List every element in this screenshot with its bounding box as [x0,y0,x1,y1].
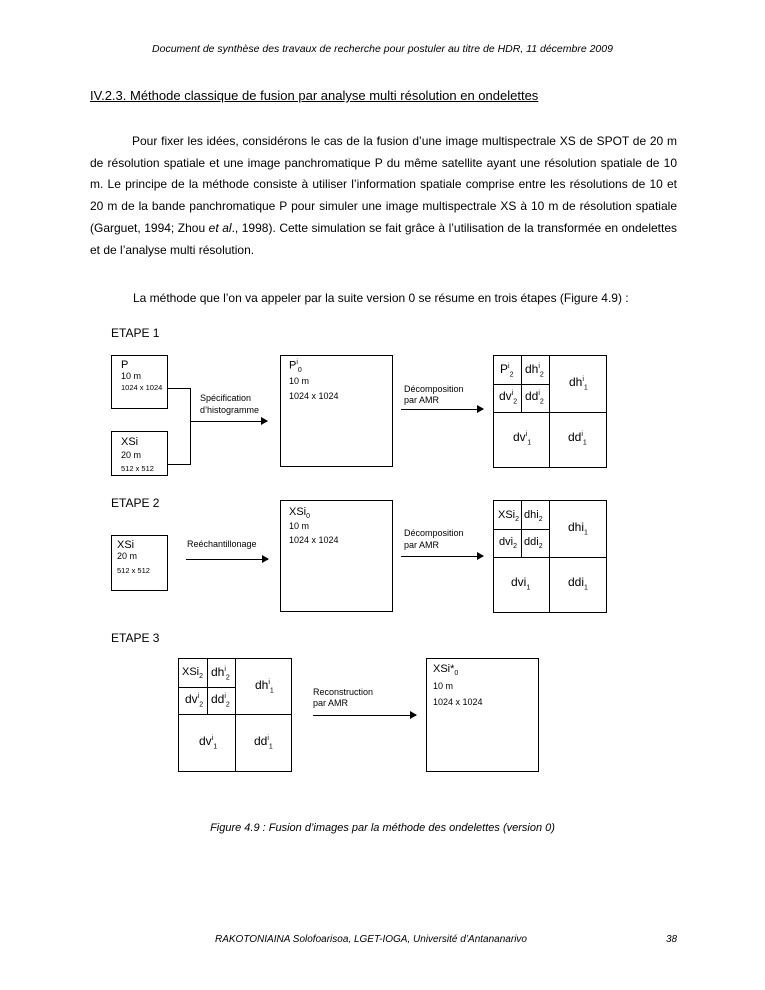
decomp-a: XSi$_2$ [498,509,520,524]
paragraph-etal: et al [208,220,232,235]
figure-caption: Figure 4.9 : Fusion d’images par la méthode des ondelettes (version 0) [210,822,555,834]
etape2-decomp-grid [493,500,607,613]
p-name: P [121,359,129,371]
decomp-d: ddi$_2$ [524,536,543,551]
page-header: Document de synthèse des travaux de recherche pour postuler au titre de HDR, 11 décembre 2009 [152,43,613,55]
decomp-g: $dd^i_1$ [254,734,273,751]
etape3-decomp-grid [178,658,292,772]
etape1-p0-box [280,355,393,467]
arrow1-label-line2: d’histogramme [200,405,260,415]
paragraph-part-2: ., 1998). Cette simulation se fait grâce à l’utilisation de la transformée en ondelettes et de l’analyse multi résolution. [90,220,678,257]
decomp-c: $dv^i_2$ [185,692,204,709]
etape3-arrow [313,715,416,716]
decomp-g: ddi$_1$ [568,575,588,592]
decomp-a: $P^i_2$ [500,362,514,379]
arrow2-label-line2: par AMR [404,395,440,405]
decomp-d: $dd^i_2$ [211,692,230,709]
etape1-arrow-1 [190,421,267,422]
xsi0-name: XSi$_0$ [289,506,311,521]
decomp-a: XSi$_2$ [182,666,204,681]
etape1-decomp-grid [493,355,607,468]
arrow1-label-line1: Spécification [200,393,252,403]
connector-line [168,388,190,389]
etape2-xsi-box [111,535,168,591]
p0-res: 10 m [289,376,310,386]
connector-line [168,464,190,465]
connector-line [190,388,191,465]
xsi-res: 20 m [121,450,142,460]
etape2-label: ETAPE 2 [111,496,160,510]
xsi-name: XSi [121,436,139,448]
xsi-res: 20 m [117,551,138,561]
decomp-e: $dh^i_1$ [255,678,274,695]
p-res: 10 m [121,371,142,381]
decomp-g: $dd^i_1$ [568,430,587,447]
paragraph-part-1: Pour fixer les idées, considérons le cas de la fusion d’une image multispectrale XS de SPOT de 20 m de résolution spatiale et une image panchromatique P du même satellite ayant une résolution spatiale de 10 m. Le principe de la méthode consiste à utiliser l’information spatiale comprise entre les résolutions de 10 et 20 m de la bande panchromatique P pour simuler une image multispectrale XS à 10 m de résolution spatiale (Garguet, 1994; Zhou [90,134,677,235]
decomp-f: $dv^i_1$ [513,430,532,447]
etape1-label: ETAPE 1 [111,326,160,340]
decomp-b: $dh^i_2$ [525,362,544,379]
decomp-f: dvi$_1$ [511,575,531,592]
xsi0-size: 1024 x 1024 [289,535,339,545]
decomp-e: $dh^i_1$ [569,375,588,392]
etape2-arrow-2 [401,556,483,557]
arrow2-label-line1: Décomposition [404,528,464,538]
decomp-c: dvi$_2$ [499,536,517,551]
result-size: 1024 x 1024 [433,697,483,707]
xsi-name: XSi [117,539,135,551]
etape1-xsi-box [111,431,168,476]
reconstruction-label-line1: Reconstruction [313,687,374,697]
result-res: 10 m [433,681,454,691]
resample-label: Reéchantillonage [187,539,257,549]
p-size: 1024 x 1024 [121,383,163,392]
arrow2-label-line2: par AMR [404,540,440,550]
decomp-e: dhi$_1$ [568,520,588,537]
decomp-c: $dv^i_2$ [499,389,518,406]
etape2-arrow-1 [186,559,268,560]
xsi0-res: 10 m [289,521,310,531]
decomp-b: $dh^i_2$ [211,665,230,682]
body-paragraph [90,131,677,261]
etape2-xsi0-box [280,500,393,612]
intro-line: La méthode que l’on va appeler par la suite version 0 se résume en trois étapes (Figure 4.9) : [133,291,629,305]
reconstruction-label-line2: par AMR [313,698,349,708]
etape3-result-box [426,658,539,772]
decomp-f: $dv^i_1$ [199,734,218,751]
xsi-size: 512 x 512 [117,566,150,575]
etape3-label: ETAPE 3 [111,631,160,645]
result-name: $XSi*_0$ [433,663,459,678]
xsi-size: 512 x 512 [121,464,154,473]
decomp-d: $dd^i_2$ [525,389,544,406]
footer-author: RAKOTONIAINA Solofoarisoa, LGET-IOGA, Université d’Antananarivo [215,934,527,945]
etape1-p-box [111,355,168,409]
p0-name: $P^i_0$ [289,359,302,374]
page-number: 38 [666,934,678,945]
etape1-arrow-2 [401,409,483,410]
decomp-b: dhi$_2$ [524,509,543,524]
arrow2-label-line1: Décomposition [404,384,464,394]
p0-size: 1024 x 1024 [289,391,339,401]
section-title: IV.2.3. Méthode classique de fusion par analyse multi résolution en ondelettes [90,88,539,103]
